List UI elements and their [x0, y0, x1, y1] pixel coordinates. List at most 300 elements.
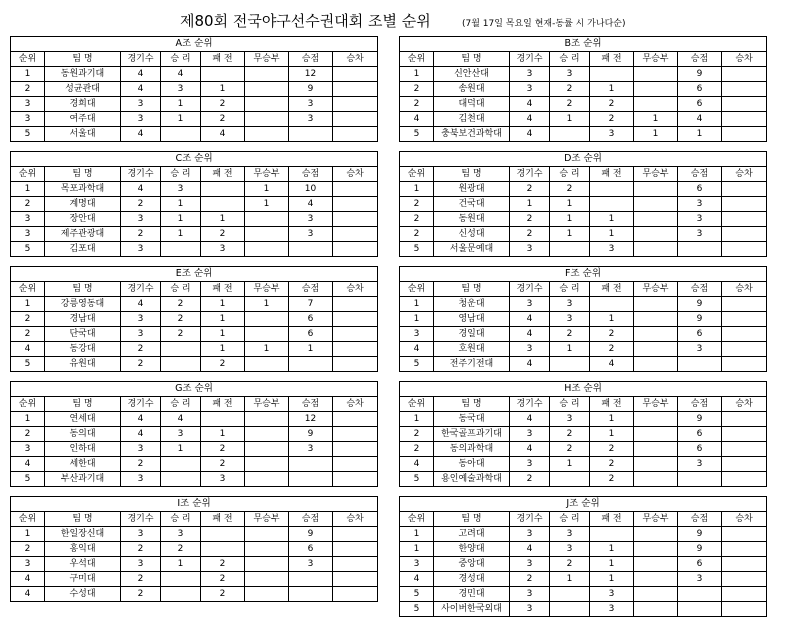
table-cell — [722, 327, 767, 342]
table-cell — [634, 297, 678, 312]
table-cell: 1 — [245, 182, 289, 197]
table-cell — [333, 427, 378, 442]
table-cell — [201, 67, 245, 82]
table-cell — [678, 472, 722, 487]
table-cell: 4 — [400, 112, 434, 127]
table-cell: 1 — [590, 82, 634, 97]
column-header: 패 전 — [201, 52, 245, 67]
table-row — [11, 472, 378, 487]
table-cell: 3 — [590, 587, 634, 602]
table-cell — [161, 127, 201, 142]
table-cell: 4 — [400, 572, 434, 587]
standings-table — [10, 151, 378, 257]
table-row — [11, 587, 378, 602]
table-cell: 1 — [201, 342, 245, 357]
table-cell: 3 — [510, 82, 550, 97]
table-cell: 4 — [289, 197, 333, 212]
table-cell: 2 — [400, 442, 434, 457]
table-row — [11, 242, 378, 257]
table-cell: 3 — [11, 212, 45, 227]
table-cell: 김천대 — [434, 112, 510, 127]
standings-table — [10, 36, 378, 142]
table-row — [11, 527, 378, 542]
table-row — [11, 297, 378, 312]
table-cell: 3 — [11, 227, 45, 242]
column-header: 경기수 — [510, 397, 550, 412]
table-cell — [289, 587, 333, 602]
table-cell: 1 — [201, 427, 245, 442]
table-cell: 1 — [245, 342, 289, 357]
table-cell: 3 — [121, 527, 161, 542]
table-row — [11, 67, 378, 82]
group-title: E조 순위 — [11, 267, 378, 282]
column-header: 순위 — [400, 52, 434, 67]
group-2-standings — [399, 36, 766, 142]
table-cell: 4 — [161, 412, 201, 427]
column-header: 승 리 — [161, 512, 201, 527]
table-cell: 3 — [400, 327, 434, 342]
column-header: 패 전 — [201, 167, 245, 182]
table-cell: 4 — [590, 357, 634, 372]
table-cell: 4 — [121, 182, 161, 197]
table-cell — [333, 587, 378, 602]
table-cell — [289, 457, 333, 472]
table-cell: 2 — [11, 327, 45, 342]
table-cell: 2 — [550, 327, 590, 342]
table-cell: 6 — [678, 82, 722, 97]
group-title: G조 순위 — [11, 382, 378, 397]
table-cell — [245, 442, 289, 457]
column-header: 팀 명 — [434, 512, 510, 527]
table-cell: 동국대 — [434, 412, 510, 427]
table-cell — [634, 82, 678, 97]
column-header: 무승부 — [245, 52, 289, 67]
table-cell: 경성대 — [434, 572, 510, 587]
column-header: 승점 — [678, 282, 722, 297]
table-cell: 2 — [550, 557, 590, 572]
table-cell — [722, 412, 767, 427]
table-cell: 9 — [289, 427, 333, 442]
table-cell: 건국대 — [434, 197, 510, 212]
column-header: 순위 — [11, 167, 45, 182]
table-cell: 6 — [678, 97, 722, 112]
table-cell — [722, 472, 767, 487]
table-cell — [333, 112, 378, 127]
table-row — [11, 127, 378, 142]
table-row — [400, 557, 767, 572]
table-cell: 2 — [510, 572, 550, 587]
column-header: 경기수 — [121, 282, 161, 297]
table-cell: 3 — [590, 602, 634, 617]
table-cell: 4 — [121, 127, 161, 142]
table-cell: 2 — [201, 457, 245, 472]
table-cell: 부산과기대 — [45, 472, 121, 487]
table-cell: 3 — [161, 527, 201, 542]
group-title: A조 순위 — [11, 37, 378, 52]
table-cell: 4 — [400, 342, 434, 357]
table-cell: 원광대 — [434, 182, 510, 197]
table-cell — [333, 182, 378, 197]
table-cell: 2 — [121, 342, 161, 357]
table-cell: 3 — [11, 442, 45, 457]
column-header: 승점 — [289, 282, 333, 297]
table-cell: 2 — [550, 182, 590, 197]
table-cell: 1 — [400, 182, 434, 197]
table-cell: 2 — [590, 327, 634, 342]
column-header: 패 전 — [590, 397, 634, 412]
table-cell: 서울대 — [45, 127, 121, 142]
table-cell: 3 — [678, 457, 722, 472]
table-cell — [245, 587, 289, 602]
column-header: 팀 명 — [434, 397, 510, 412]
table-cell: 3 — [121, 557, 161, 572]
table-cell: 3 — [590, 242, 634, 257]
table-cell: 3 — [289, 227, 333, 242]
column-header: 순위 — [11, 512, 45, 527]
table-cell — [634, 97, 678, 112]
table-row — [11, 327, 378, 342]
table-cell: 5 — [400, 127, 434, 142]
table-row — [11, 212, 378, 227]
table-cell: 4 — [510, 442, 550, 457]
table-row — [11, 357, 378, 372]
table-cell: 1 — [161, 97, 201, 112]
table-cell — [245, 357, 289, 372]
group-1-standings — [10, 36, 377, 142]
table-cell — [722, 602, 767, 617]
table-cell — [550, 242, 590, 257]
table-cell: 2 — [510, 472, 550, 487]
table-cell — [634, 557, 678, 572]
column-header: 팀 명 — [45, 282, 121, 297]
table-cell — [722, 67, 767, 82]
table-row — [400, 442, 767, 457]
table-cell: 2 — [201, 572, 245, 587]
table-cell: 2 — [550, 427, 590, 442]
table-cell: 동의과학대 — [434, 442, 510, 457]
table-cell — [634, 527, 678, 542]
column-header: 팀 명 — [434, 282, 510, 297]
table-cell: 4 — [510, 127, 550, 142]
table-cell: 5 — [11, 357, 45, 372]
table-cell — [722, 82, 767, 97]
table-cell — [333, 227, 378, 242]
table-cell — [722, 242, 767, 257]
column-header: 승차 — [333, 282, 378, 297]
table-cell — [634, 427, 678, 442]
table-cell — [722, 182, 767, 197]
table-cell — [201, 412, 245, 427]
table-cell — [634, 242, 678, 257]
table-cell — [678, 602, 722, 617]
table-row — [11, 557, 378, 572]
column-header: 무승부 — [245, 167, 289, 182]
table-cell: 2 — [201, 112, 245, 127]
table-cell — [201, 527, 245, 542]
table-cell: 2 — [201, 442, 245, 457]
table-cell: 9 — [289, 82, 333, 97]
table-cell: 구미대 — [45, 572, 121, 587]
table-row — [11, 542, 378, 557]
table-cell: 4 — [11, 587, 45, 602]
table-cell: 2 — [590, 457, 634, 472]
column-header: 승 리 — [550, 512, 590, 527]
table-cell: 3 — [678, 197, 722, 212]
table-cell: 1 — [590, 557, 634, 572]
table-cell: 4 — [510, 112, 550, 127]
table-row — [400, 427, 767, 442]
table-cell: 1 — [400, 527, 434, 542]
group-6-standings — [399, 266, 766, 372]
table-cell — [161, 472, 201, 487]
table-cell: 4 — [678, 112, 722, 127]
column-header: 무승부 — [634, 512, 678, 527]
column-header: 승차 — [722, 512, 767, 527]
table-cell: 계명대 — [45, 197, 121, 212]
table-cell: 1 — [590, 412, 634, 427]
table-cell: 강릉영동대 — [45, 297, 121, 312]
table-cell: 4 — [400, 457, 434, 472]
column-header: 팀 명 — [45, 512, 121, 527]
table-cell: 4 — [121, 67, 161, 82]
table-cell — [634, 327, 678, 342]
table-cell: 고려대 — [434, 527, 510, 542]
column-header: 승 리 — [550, 52, 590, 67]
group-title: H조 순위 — [400, 382, 767, 397]
header-row — [400, 167, 767, 182]
table-row — [400, 357, 767, 372]
table-cell: 신안산대 — [434, 67, 510, 82]
table-cell: 3 — [161, 82, 201, 97]
standings-table — [399, 266, 767, 372]
table-cell: 전주기전대 — [434, 357, 510, 372]
column-header: 패 전 — [590, 52, 634, 67]
table-cell: 6 — [678, 327, 722, 342]
table-cell: 1 — [161, 442, 201, 457]
column-header: 패 전 — [590, 167, 634, 182]
page-title: 제80회 전국야구선수권대회 조별 순위 — [180, 12, 431, 30]
table-cell — [333, 442, 378, 457]
table-cell: 경일대 — [434, 327, 510, 342]
column-header: 팀 명 — [434, 52, 510, 67]
column-header: 패 전 — [201, 282, 245, 297]
table-cell: 4 — [510, 312, 550, 327]
table-cell — [161, 587, 201, 602]
group-3-standings — [10, 151, 377, 257]
table-cell: 4 — [11, 457, 45, 472]
table-row — [400, 212, 767, 227]
table-cell — [333, 197, 378, 212]
table-cell: 3 — [121, 242, 161, 257]
table-cell — [245, 212, 289, 227]
table-cell — [245, 312, 289, 327]
table-cell: 1 — [201, 327, 245, 342]
table-cell — [722, 587, 767, 602]
group-title: C조 순위 — [11, 152, 378, 167]
column-header: 경기수 — [121, 167, 161, 182]
table-cell: 2 — [590, 342, 634, 357]
table-cell: 3 — [201, 472, 245, 487]
column-header: 승점 — [289, 512, 333, 527]
table-cell: 2 — [510, 212, 550, 227]
table-cell: 1 — [201, 82, 245, 97]
table-cell — [333, 67, 378, 82]
table-cell: 9 — [678, 297, 722, 312]
table-cell: 3 — [550, 67, 590, 82]
group-title: I조 순위 — [11, 497, 378, 512]
table-cell: 3 — [550, 542, 590, 557]
table-cell — [333, 557, 378, 572]
table-cell: 수성대 — [45, 587, 121, 602]
table-cell: 3 — [161, 182, 201, 197]
table-row — [400, 197, 767, 212]
table-cell: 신성대 — [434, 227, 510, 242]
table-cell — [245, 97, 289, 112]
table-cell: 동의대 — [45, 427, 121, 442]
table-cell — [161, 572, 201, 587]
group-8-standings — [399, 381, 766, 487]
table-cell: 3 — [510, 427, 550, 442]
table-cell: 3 — [121, 472, 161, 487]
table-cell: 1 — [400, 297, 434, 312]
standings-table — [10, 496, 378, 602]
table-cell: 2 — [121, 357, 161, 372]
table-cell: 6 — [678, 557, 722, 572]
column-header: 승차 — [333, 167, 378, 182]
table-cell: 3 — [11, 97, 45, 112]
table-cell — [678, 242, 722, 257]
table-cell — [722, 227, 767, 242]
table-row — [11, 182, 378, 197]
table-row — [400, 242, 767, 257]
table-cell: 1 — [245, 297, 289, 312]
group-title: J조 순위 — [400, 497, 767, 512]
table-cell — [634, 357, 678, 372]
column-header: 무승부 — [634, 397, 678, 412]
table-cell — [634, 457, 678, 472]
table-cell — [722, 212, 767, 227]
table-cell — [590, 297, 634, 312]
table-cell: 2 — [201, 557, 245, 572]
table-cell: 1 — [550, 342, 590, 357]
column-header: 무승부 — [634, 52, 678, 67]
table-row — [11, 197, 378, 212]
table-cell: 한양대 — [434, 542, 510, 557]
table-cell: 2 — [11, 82, 45, 97]
table-cell: 2 — [590, 442, 634, 457]
table-cell: 3 — [550, 527, 590, 542]
table-cell: 3 — [510, 527, 550, 542]
page-title-bar — [0, 8, 800, 34]
table-cell — [722, 527, 767, 542]
group-title: F조 순위 — [400, 267, 767, 282]
table-cell: 1 — [289, 342, 333, 357]
header-row — [400, 282, 767, 297]
table-cell — [333, 357, 378, 372]
table-cell — [550, 127, 590, 142]
table-cell — [245, 127, 289, 142]
table-cell: 4 — [201, 127, 245, 142]
table-cell: 4 — [510, 327, 550, 342]
table-cell — [634, 572, 678, 587]
table-cell: 6 — [289, 542, 333, 557]
table-cell: 7 — [289, 297, 333, 312]
table-cell — [245, 527, 289, 542]
column-header: 패 전 — [201, 512, 245, 527]
table-row — [400, 472, 767, 487]
column-header: 승점 — [289, 52, 333, 67]
table-cell — [161, 357, 201, 372]
table-cell: 3 — [510, 242, 550, 257]
table-cell: 2 — [590, 97, 634, 112]
table-cell: 4 — [510, 97, 550, 112]
table-cell: 3 — [289, 97, 333, 112]
table-cell: 3 — [11, 112, 45, 127]
table-cell — [245, 572, 289, 587]
table-cell: 제주관광대 — [45, 227, 121, 242]
table-row — [11, 457, 378, 472]
table-row — [400, 97, 767, 112]
table-cell — [722, 457, 767, 472]
table-cell — [634, 212, 678, 227]
standings-table — [10, 266, 378, 372]
table-cell — [333, 342, 378, 357]
table-cell — [634, 542, 678, 557]
table-cell: 4 — [121, 82, 161, 97]
table-row — [400, 82, 767, 97]
table-cell: 1 — [590, 212, 634, 227]
group-9-standings — [10, 496, 377, 602]
table-cell: 1 — [11, 297, 45, 312]
table-cell: 4 — [510, 542, 550, 557]
column-header: 패 전 — [201, 397, 245, 412]
table-cell — [245, 242, 289, 257]
table-cell: 3 — [400, 557, 434, 572]
table-cell: 2 — [121, 572, 161, 587]
column-header: 무승부 — [245, 512, 289, 527]
column-header: 승 리 — [550, 167, 590, 182]
table-cell: 3 — [121, 212, 161, 227]
table-cell: 동원대 — [434, 212, 510, 227]
table-cell: 용인예술과학대 — [434, 472, 510, 487]
table-cell: 1 — [590, 227, 634, 242]
table-cell: 2 — [510, 227, 550, 242]
table-cell — [161, 342, 201, 357]
column-header: 경기수 — [510, 512, 550, 527]
table-cell: 호원대 — [434, 342, 510, 357]
column-header: 순위 — [11, 397, 45, 412]
column-header: 승 리 — [161, 167, 201, 182]
table-row — [400, 297, 767, 312]
column-header: 경기수 — [510, 282, 550, 297]
table-cell — [245, 472, 289, 487]
table-cell: 3 — [510, 457, 550, 472]
table-cell: 동원과기대 — [45, 67, 121, 82]
table-cell — [201, 182, 245, 197]
table-cell: 1 — [11, 412, 45, 427]
table-cell — [333, 127, 378, 142]
group-10-standings — [399, 496, 766, 617]
table-cell — [722, 312, 767, 327]
column-header: 순위 — [400, 397, 434, 412]
column-header: 팀 명 — [434, 167, 510, 182]
group-5-standings — [10, 266, 377, 372]
column-header: 경기수 — [121, 512, 161, 527]
column-header: 승차 — [333, 52, 378, 67]
table-cell: 성균관대 — [45, 82, 121, 97]
table-cell — [245, 557, 289, 572]
table-cell: 5 — [11, 242, 45, 257]
